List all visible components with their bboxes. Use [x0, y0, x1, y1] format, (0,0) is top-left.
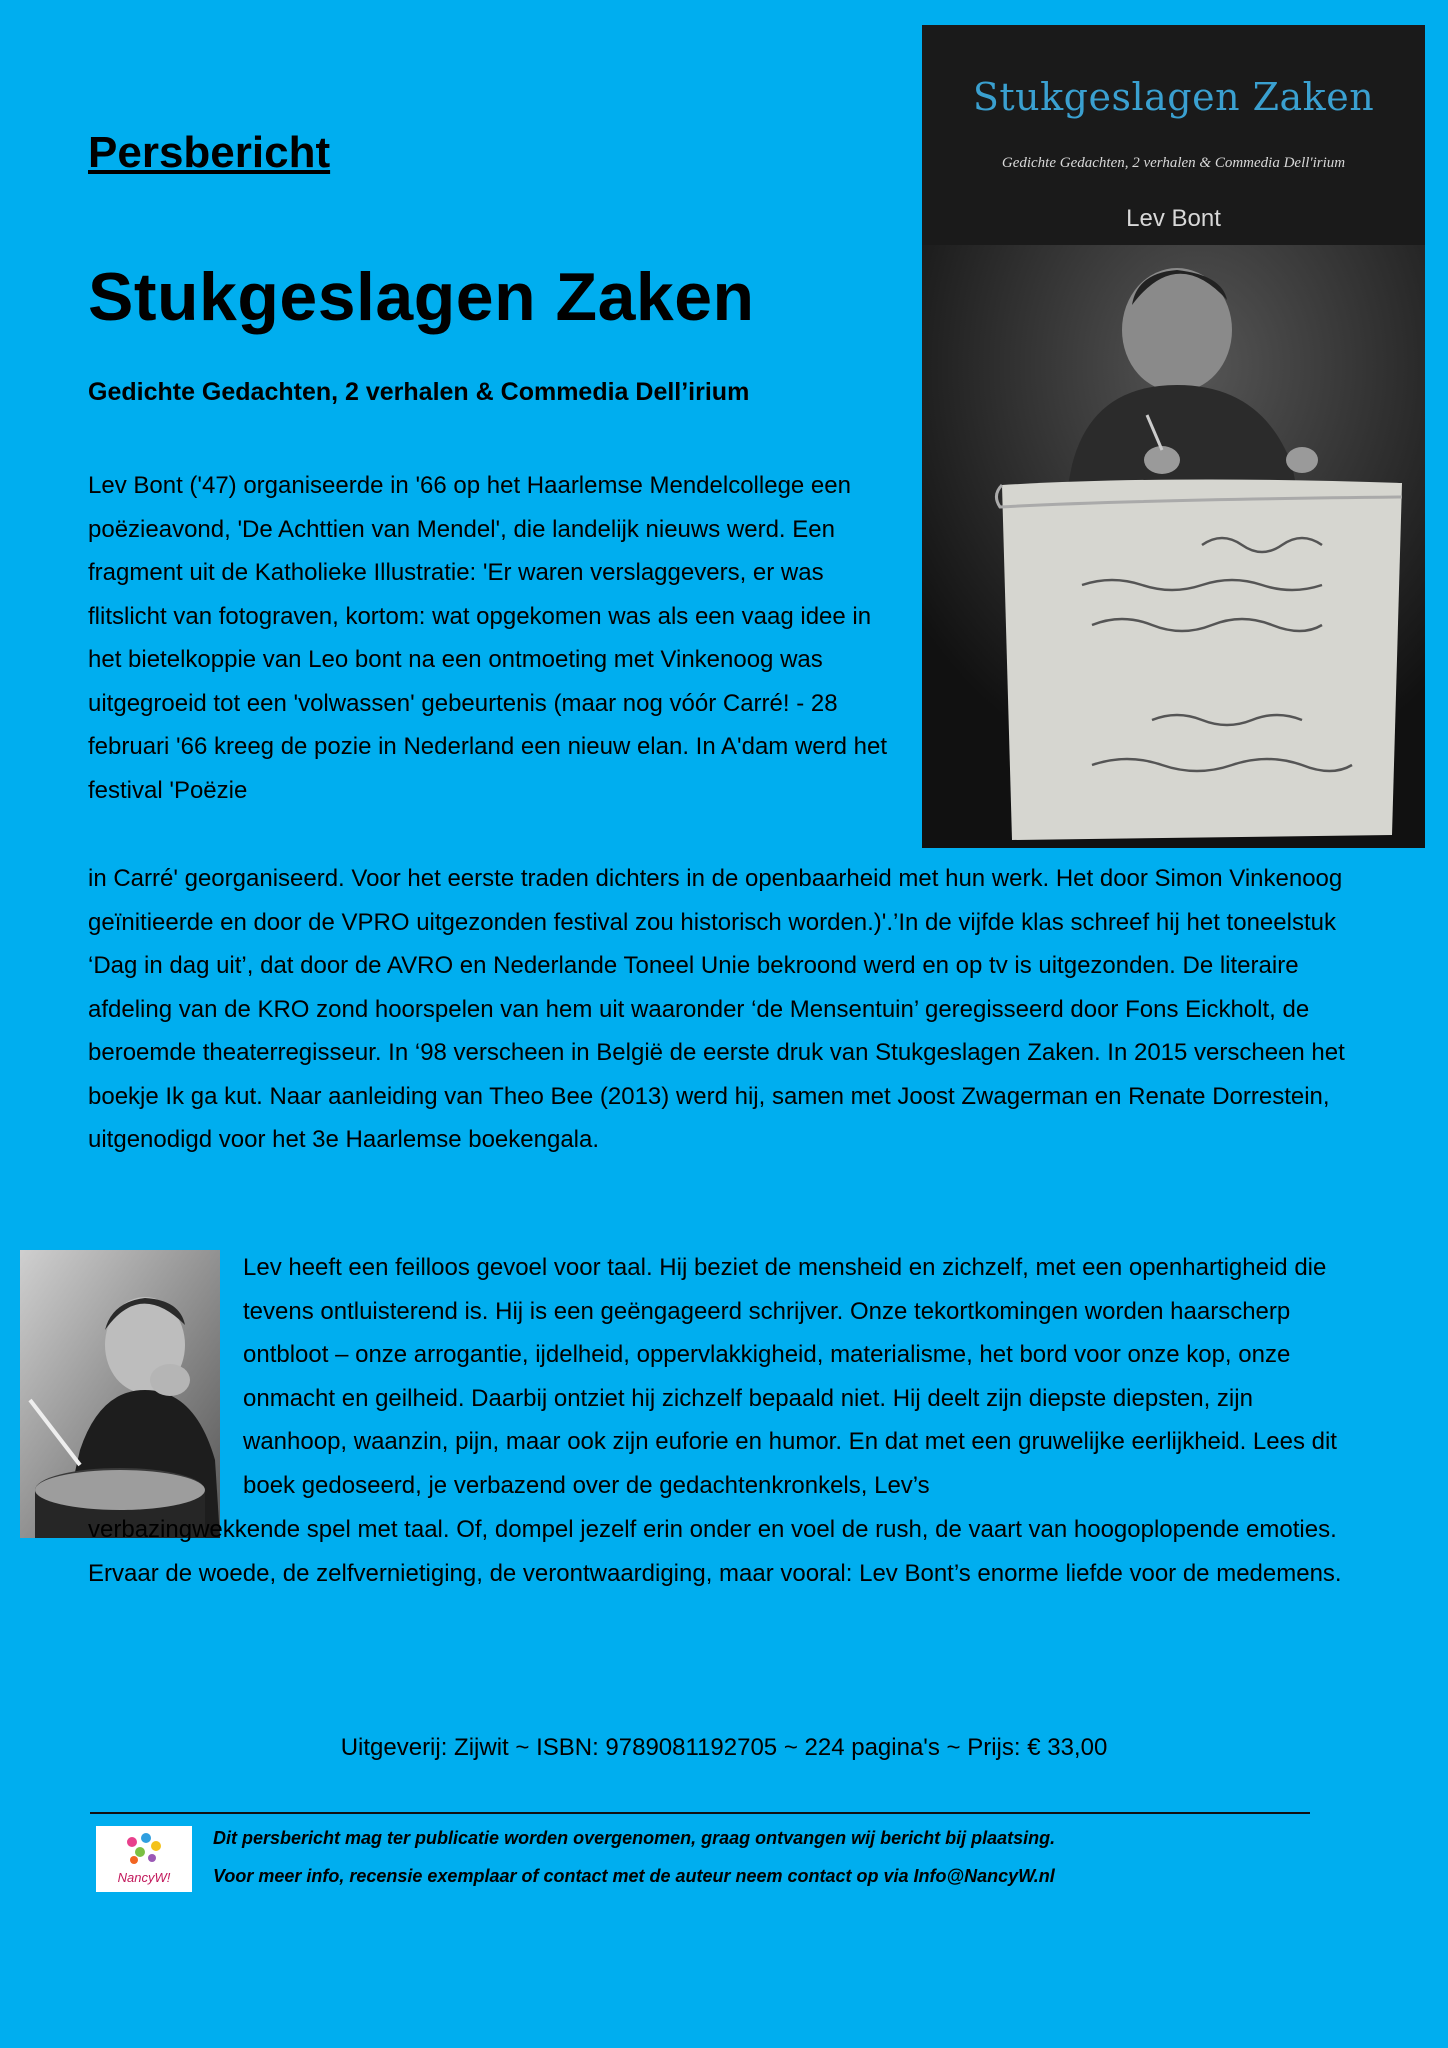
page-title: Stukgeslagen Zaken — [88, 259, 755, 335]
footer-note-2: Voor meer info, recensie exemplaar of contact met de auteur neem contact op via Info@NancyW.nl — [213, 1866, 1055, 1886]
body-paragraph-4: verbazingwekkende spel met taal. Of, dompel jezelf erin onder en voel de rush, de vaart van hoogoplopende emoties. Ervaar de woede, de zelfvernietiging, de verontwaardiging, maar vooral: Lev Bont’s enorme liefde voor de medemens. — [88, 1516, 1342, 1587]
book-details: Uitgeverij: Zijwit ~ ISBN: 9789081192705 ~ 224 pagina's ~ Prijs: € 33,00 — [340, 1734, 1108, 1761]
nancyw-logo — [96, 1826, 192, 1892]
cover-author: Lev Bont — [1126, 205, 1221, 232]
cover-subtitle: Gedichte Gedachten, 2 verhalen & Commedia Dell'irium — [1001, 155, 1346, 171]
author-photo — [20, 1250, 220, 1538]
body-paragraph-1: Lev Bont ('47) organiseerde in '66 op het Haarlemse Mendelcollege een poëzieavond, 'De Achttien van Mendel', die landelijk nieuws werd. Een fragment uit de Katholieke Illustratie: 'Er waren verslaggevers, er was flitslicht van fotograven, kortom: wat opgekomen was als een vaag idee in het bietelkoppie van Leo bont na een ontmoeting met Vinkenoog was uitgegroeid tot een 'volwassen' gebeurtenis (maar nog vóór Carré! - 28 februari '66 kreeg de pozie in Nederland een nieuw elan. In A'dam werd het festival 'Poëzie — [88, 472, 888, 804]
page-subtitle: Gedichte Gedachten, 2 verhalen & Commedia Dell’irium — [88, 378, 750, 406]
footer-note-1: Dit persbericht mag ter publicatie worden overgenomen, graag ontvangen wij bericht bij plaatsing. — [213, 1828, 1056, 1848]
body-paragraph-3: Lev heeft een feilloos gevoel voor taal. Hij beziet de mensheid en zichzelf, met een openhartigheid die tevens ontluisterend is. Hij is een geëngageerd schrijver. Onze tekortkomingen worden haarscherp ontbloot – onze arrogantie, ijdelheid, oppervlakkigheid, materialisme, het bord voor onze kop, onze onmacht en geilheid. Daarbij ontziet hij zichzelf bepaald niet. Hij deelt zijn diepste diepsten, zijn wanhoop, waanzin, pijn, maar ook zijn euforie en humor. En dat met een gruwelijke eerlijkheid. Lees dit boek gedoseerd, je verbazend over de gedachtenkronkels, Lev’s — [243, 1254, 1337, 1499]
cover-photo — [922, 245, 1425, 848]
body-paragraph-2: in Carré' georganiseerd. Voor het eerste traden dichters in de openbaarheid met hun werk. Het door Simon Vinkenoog geïnitieerde en door de VPRO uitgezonden festival zou historisch worden.)'.’In de vijfde klas schreef hij het toneelstuk ‘Dag in dag uit’, dat door de AVRO en Nederlande Toneel Unie bekroond werd en op tv is uitgezonden. De literaire afdeling van de KRO zond hoorspelen van hem uit waaronder ‘de Mensentuin’ geregisseerd door Fons Eickholt, de beroemde theaterregisseur. In ‘98 verscheen in België de eerste druk van Stukgeslagen Zaken. In 2015 verscheen het boekje Ik ga kut. Naar aanleiding van Theo Bee (2013) werd hij, samen met Joost Zwagerman en Renate Dorrestein, uitgenodigd voor het 3e Haarlemse boekengala. — [88, 865, 1345, 1153]
logo-text: NancyW! — [117, 1870, 171, 1885]
kicker-label: Persbericht — [88, 128, 331, 177]
cover-title: Stukgeslagen Zaken — [972, 75, 1375, 119]
book-cover — [922, 25, 1425, 848]
footer-divider — [90, 1812, 1310, 1814]
